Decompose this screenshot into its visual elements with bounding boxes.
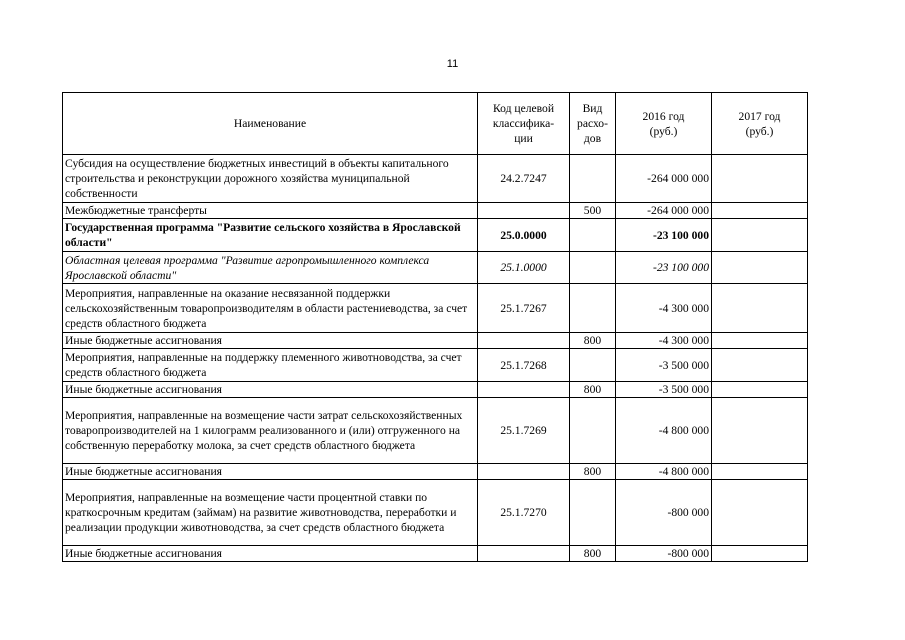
row-code: 25.1.7270 bbox=[478, 480, 570, 546]
table-row bbox=[63, 480, 808, 546]
table-row bbox=[63, 333, 808, 349]
row-code bbox=[478, 464, 570, 480]
row-name: Межбюджетные трансферты bbox=[63, 203, 478, 219]
row-2016: -3 500 000 bbox=[616, 349, 712, 382]
row-code: 24.2.7247 bbox=[478, 155, 570, 203]
header-code: Код целевой классифика- ции bbox=[478, 93, 570, 155]
row-2016: -3 500 000 bbox=[616, 382, 712, 398]
row-type bbox=[570, 252, 616, 284]
row-type: 800 bbox=[570, 382, 616, 398]
row-code: 25.1.7268 bbox=[478, 349, 570, 382]
row-code: 25.0.0000 bbox=[478, 219, 570, 252]
row-name: Мероприятия, направленные на оказание несвязанной поддержки сельскохозяйственным товаропроизводителям в области растениеводства, за счет средств областного бюджета bbox=[63, 284, 478, 333]
row-2017 bbox=[712, 203, 808, 219]
row-2017 bbox=[712, 155, 808, 203]
table-row bbox=[63, 382, 808, 398]
table-row bbox=[63, 464, 808, 480]
table-row bbox=[63, 155, 808, 203]
row-2016: -800 000 bbox=[616, 480, 712, 546]
row-2017 bbox=[712, 480, 808, 546]
row-2016: -23 100 000 bbox=[616, 252, 712, 284]
row-2016: -4 300 000 bbox=[616, 284, 712, 333]
header-name: Наименование bbox=[63, 93, 478, 155]
row-2017 bbox=[712, 349, 808, 382]
row-name: Мероприятия, направленные на возмещение части затрат сельскохозяйственных товаропроизводителей на 1 килограмм реализованного и (или) отгруженного на собственную переработку молока, за счет средств областного бюджета bbox=[63, 398, 478, 464]
table-row bbox=[63, 284, 808, 333]
table-row bbox=[63, 546, 808, 562]
row-2017 bbox=[712, 382, 808, 398]
row-type bbox=[570, 480, 616, 546]
row-2017 bbox=[712, 464, 808, 480]
row-name: Мероприятия, направленные на поддержку племенного животноводства, за счет средств областного бюджета bbox=[63, 349, 478, 382]
row-code: 25.1.7267 bbox=[478, 284, 570, 333]
row-2017 bbox=[712, 252, 808, 284]
row-2017 bbox=[712, 333, 808, 349]
header-2017: 2017 год (руб.) bbox=[712, 93, 808, 155]
budget-table bbox=[62, 92, 808, 562]
table-row bbox=[63, 349, 808, 382]
row-type bbox=[570, 155, 616, 203]
row-name: Мероприятия, направленные на возмещение части процентной ставки по краткосрочным кредитам (займам) на развитие животноводства, переработки и реализации продукции животноводства, за счет средств областного бюджета bbox=[63, 480, 478, 546]
table-row bbox=[63, 398, 808, 464]
row-type bbox=[570, 349, 616, 382]
row-type: 800 bbox=[570, 546, 616, 562]
row-name: Государственная программа "Развитие сельского хозяйства в Ярославской области" bbox=[63, 219, 478, 252]
page-number: 11 bbox=[446, 58, 459, 70]
row-code bbox=[478, 203, 570, 219]
row-type bbox=[570, 398, 616, 464]
table-row bbox=[63, 219, 808, 252]
row-2017 bbox=[712, 284, 808, 333]
row-2016: -23 100 000 bbox=[616, 219, 712, 252]
row-name: Иные бюджетные ассигнования bbox=[63, 546, 478, 562]
row-2016: -4 800 000 bbox=[616, 398, 712, 464]
row-name: Иные бюджетные ассигнования bbox=[63, 382, 478, 398]
row-2017 bbox=[712, 219, 808, 252]
table-row bbox=[63, 252, 808, 284]
row-code bbox=[478, 333, 570, 349]
row-name: Субсидия на осуществление бюджетных инвестиций в объекты капитального строительства и реконструкции дорожного хозяйства муниципальной собственности bbox=[63, 155, 478, 203]
row-name: Областная целевая программа "Развитие агропромышленного комплекса Ярославской области" bbox=[63, 252, 478, 284]
row-name: Иные бюджетные ассигнования bbox=[63, 464, 478, 480]
table-row bbox=[63, 203, 808, 219]
row-2016: -4 800 000 bbox=[616, 464, 712, 480]
row-code bbox=[478, 382, 570, 398]
row-2016: -264 000 000 bbox=[616, 203, 712, 219]
row-2016: -264 000 000 bbox=[616, 155, 712, 203]
row-2017 bbox=[712, 546, 808, 562]
row-type: 500 bbox=[570, 203, 616, 219]
row-type bbox=[570, 219, 616, 252]
row-2016: -4 300 000 bbox=[616, 333, 712, 349]
row-code: 25.1.7269 bbox=[478, 398, 570, 464]
row-type bbox=[570, 284, 616, 333]
header-2016: 2016 год (руб.) bbox=[616, 93, 712, 155]
header-type: Вид расхо- дов bbox=[570, 93, 616, 155]
row-code bbox=[478, 546, 570, 562]
row-2017 bbox=[712, 398, 808, 464]
row-type: 800 bbox=[570, 333, 616, 349]
row-2016: -800 000 bbox=[616, 546, 712, 562]
row-name: Иные бюджетные ассигнования bbox=[63, 333, 478, 349]
row-type: 800 bbox=[570, 464, 616, 480]
header-row bbox=[63, 93, 808, 155]
row-code: 25.1.0000 bbox=[478, 252, 570, 284]
